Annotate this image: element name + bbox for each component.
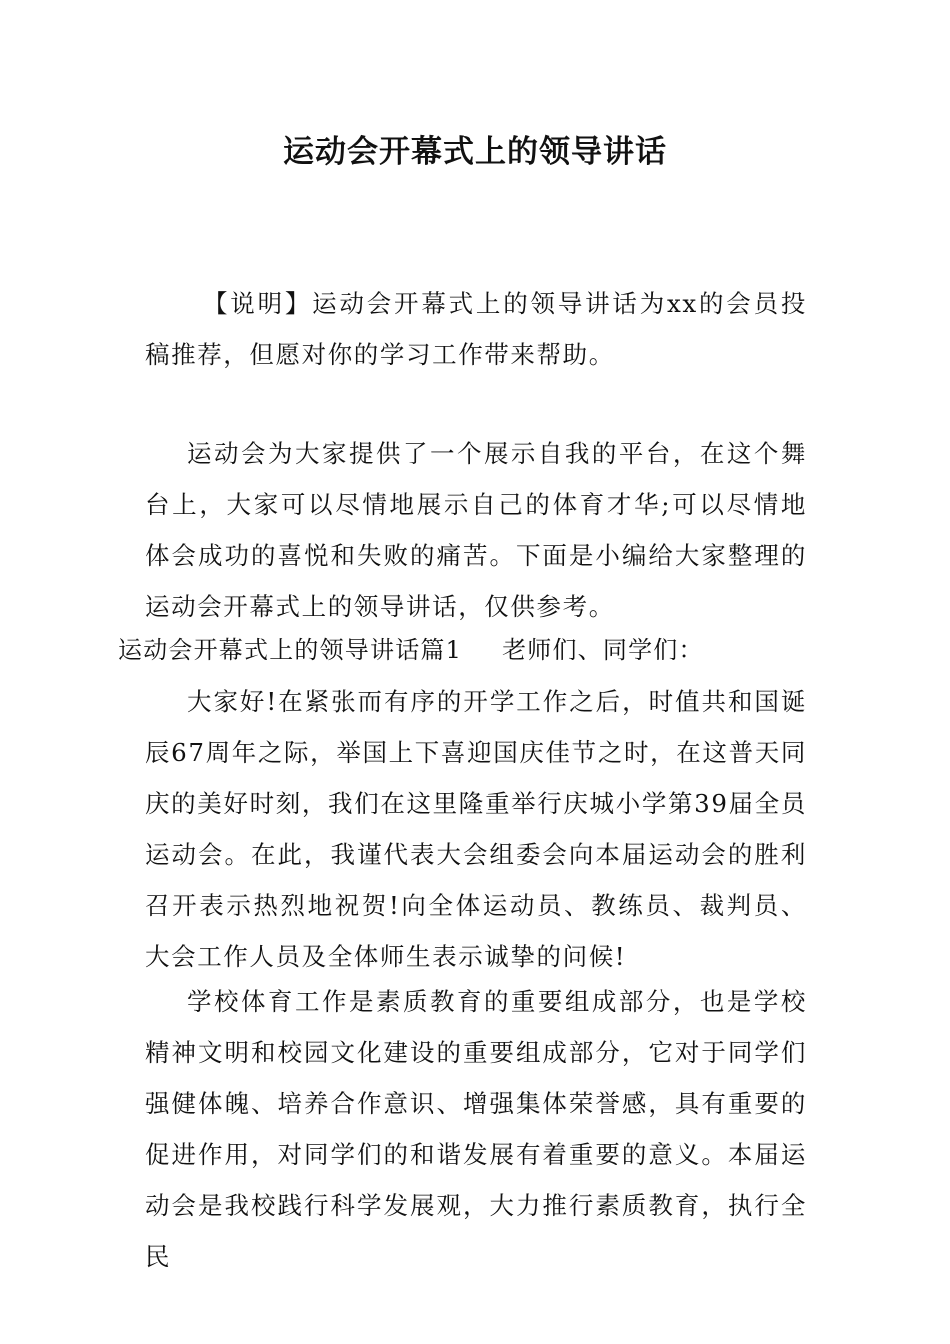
body-paragraph-2: 大家好!在紧张而有序的开学工作之后，时值共和国诞辰67周年之际，举国上下喜迎国庆佳节之时，在这普天同庆的美好时刻，我们在这里隆重举行庆城小学第39届全员运动会。在此，我谨代表大会组委会向本届运动会的胜利召开表示热烈地祝贺!向全体运动员、教练员、裁判员、大会工作人员及全体师生表示诚挚的问候! <box>145 687 807 971</box>
section-heading-line <box>118 630 818 670</box>
document-title: 运动会开幕式上的领导讲话 <box>283 134 667 170</box>
intro-paragraph: 【说明】运动会开幕式上的领导讲话为xx的会员投稿推荐，但愿对你的学习工作带来帮助。 <box>145 289 807 369</box>
salutation: 老师们、同学们： <box>502 636 704 664</box>
body-paragraph-3: 学校体育工作是素质教育的重要组成部分，也是学校精神文明和校园文化建设的重要组成部分，它对于同学们强健体魄、培养合作意识、增强集体荣誉感，具有重要的促进作用，对同学们的和谐发展有着重要的意义。本届运动会是我校践行科学发展观，大力推行素质教育，执行全民 <box>145 987 807 1271</box>
section-heading: 运动会开幕式上的领导讲话篇1 <box>118 636 463 664</box>
body-paragraph-1: 运动会为大家提供了一个展示自我的平台，在这个舞台上，大家可以尽情地展示自己的体育才华;可以尽情地体会成功的喜悦和失败的痛苦。下面是小编给大家整理的运动会开幕式上的领导讲话，仅供参考。 <box>145 439 807 621</box>
